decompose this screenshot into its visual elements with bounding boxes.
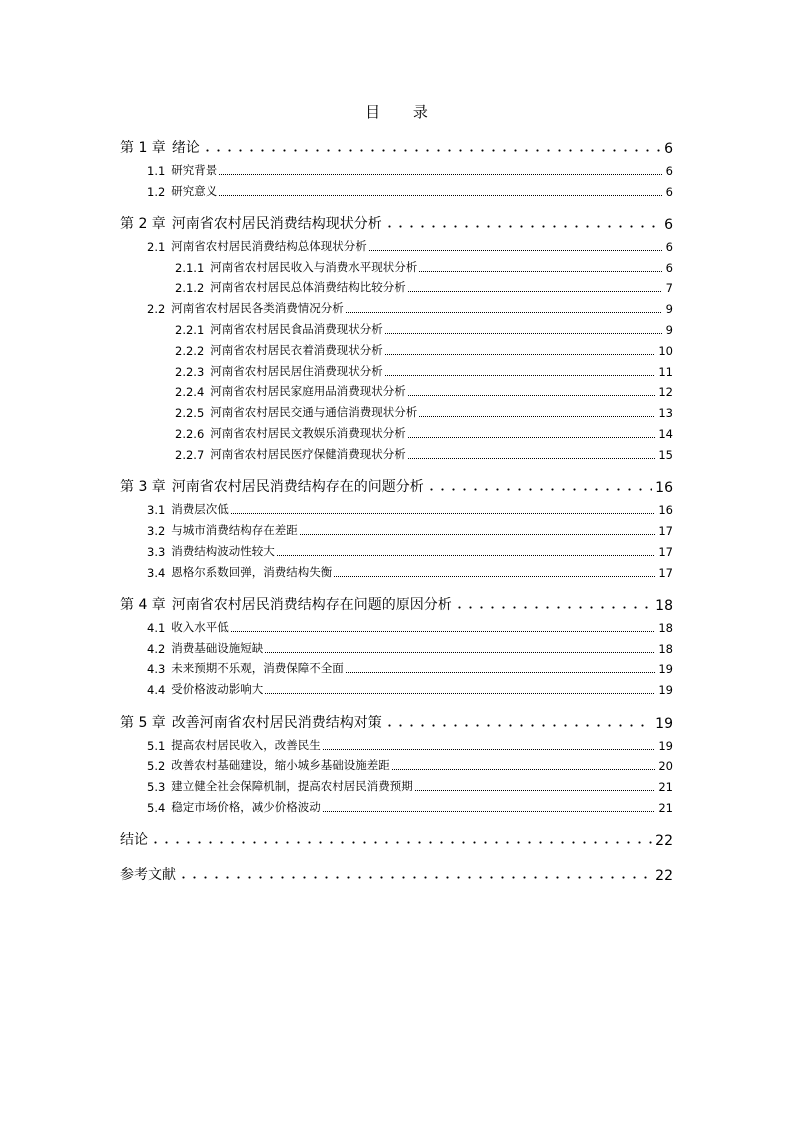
toc-entry-title: 研究意义 [171, 183, 218, 198]
toc-entry-number: 1.2 [147, 184, 166, 199]
toc-entry-page: 19 [658, 662, 673, 677]
toc-entry-page: 20 [658, 759, 673, 774]
toc-entry-page: 12 [658, 385, 673, 400]
toc-entry-page: 6 [665, 239, 673, 254]
toc-entry[interactable] [120, 420, 673, 441]
toc-entry-title: 河南省农村居民衣着消费现状分析 [210, 342, 383, 357]
dot-leader [231, 631, 656, 632]
toc-entry-page: 6 [665, 184, 673, 199]
toc-entry-page: 6 [664, 217, 673, 234]
table-of-contents [120, 136, 673, 884]
toc-entry-page: 9 [665, 302, 673, 317]
toc-entry-number: 2.2.4 [175, 385, 205, 400]
toc-entry[interactable] [120, 614, 673, 635]
dot-leader [408, 437, 656, 438]
toc-entry-page: 18 [655, 598, 673, 615]
toc-entry-page: 13 [658, 406, 673, 421]
toc-entry-page: 11 [658, 364, 673, 379]
toc-entry[interactable] [120, 732, 673, 753]
dot-leader [346, 312, 662, 313]
toc-entry[interactable] [120, 212, 673, 233]
dot-leader [334, 576, 655, 577]
toc-entry-title: 改善农村基础建设，缩小城乡基础设施差距 [171, 758, 390, 773]
dot-leader [323, 811, 656, 812]
toc-entry[interactable] [120, 711, 673, 732]
toc-entry[interactable] [120, 275, 673, 296]
toc-entry-number: 5.1 [147, 738, 166, 753]
toc-entry-page: 21 [658, 780, 673, 795]
toc-entry-page: 9 [665, 323, 673, 338]
toc-entry[interactable] [120, 475, 673, 496]
dot-leader [323, 749, 656, 750]
toc-entry-number: 4.2 [147, 641, 166, 656]
toc-entry-title: 河南省农村居民消费结构总体现状分析 [171, 238, 367, 253]
toc-entry[interactable] [120, 559, 673, 580]
dot-leader [384, 724, 652, 727]
toc-entry-title: 收入水平低 [171, 619, 229, 634]
dot-leader [277, 555, 656, 556]
toc-entry[interactable] [120, 233, 673, 254]
toc-entry-title: 提高农村居民收入，改善民生 [171, 737, 321, 752]
toc-entry-title: 河南省农村居民食品消费现状分析 [210, 322, 383, 337]
toc-entry-number: 1.1 [147, 163, 166, 178]
toc-entry-title: 河南省农村居民消费结构存在的问题分析 [171, 479, 424, 496]
toc-entry[interactable] [120, 337, 673, 358]
toc-entry-number: 2.2.6 [175, 427, 205, 442]
toc-entry-title: 改善河南省农村居民消费结构对策 [171, 714, 382, 731]
toc-entry[interactable] [120, 656, 673, 677]
toc-entry-page: 6 [665, 163, 673, 178]
toc-entry-page: 21 [658, 800, 673, 815]
toc-entry-title: 河南省农村居民消费结构存在问题的原因分析 [171, 597, 452, 614]
dot-leader [408, 395, 656, 396]
dot-leader [346, 672, 656, 673]
toc-entry-page: 19 [658, 738, 673, 753]
toc-entry-number: 5.3 [147, 780, 166, 795]
toc-entry[interactable] [120, 794, 673, 815]
toc-entry[interactable] [120, 593, 673, 614]
dot-leader [150, 841, 652, 844]
toc-entry-page: 22 [655, 867, 673, 884]
toc-entry-title: 与城市消费结构存在差距 [171, 522, 298, 537]
toc-entry-title: 研究背景 [171, 162, 218, 177]
dot-leader [408, 291, 662, 292]
toc-entry[interactable] [120, 773, 673, 794]
toc-entry-page: 17 [658, 523, 673, 538]
toc-entry-title: 结论 [120, 832, 148, 849]
toc-entry-title: 建立健全社会保障机制，提高农村居民消费预期 [171, 779, 413, 794]
dot-leader [219, 174, 662, 175]
toc-entry[interactable] [120, 635, 673, 656]
toc-entry-title: 恩格尔系数回弹，消费结构失衡 [171, 564, 333, 579]
dot-leader [369, 250, 662, 251]
toc-entry-title: 河南省农村居民总体消费结构比较分析 [210, 280, 406, 295]
dot-leader [265, 652, 655, 653]
toc-entry-page: 19 [655, 715, 673, 732]
toc-entry-page: 10 [658, 343, 673, 358]
dot-leader [265, 693, 655, 694]
toc-entry-number: 2.2 [147, 302, 166, 317]
toc-entry[interactable] [120, 136, 673, 157]
dot-leader [415, 790, 656, 791]
toc-entry-number: 2.1.1 [175, 260, 205, 275]
toc-entry-number: 4.1 [147, 620, 166, 635]
toc-entry-title: 河南省农村居民医疗保健消费现状分析 [210, 446, 406, 461]
toc-entry-title: 受价格波动影响大 [171, 682, 264, 697]
dot-leader [419, 416, 655, 417]
dot-leader [300, 534, 656, 535]
toc-entry-title: 消费基础设施短缺 [171, 640, 264, 655]
toc-entry-page: 17 [658, 565, 673, 580]
toc-entry-page: 16 [658, 503, 673, 518]
toc-entry-number: 2.2.1 [175, 323, 205, 338]
toc-entry-number: 第 2 章 [120, 216, 166, 233]
toc-entry-number: 3.3 [147, 544, 166, 559]
toc-entry[interactable] [120, 399, 673, 420]
toc-entry[interactable] [120, 676, 673, 697]
toc-entry-page: 6 [664, 141, 673, 157]
toc-entry-page: 17 [658, 544, 673, 559]
toc-entry-number: 5.4 [147, 800, 166, 815]
dot-leader [202, 149, 661, 152]
dot-leader [392, 769, 656, 770]
toc-entry[interactable] [120, 496, 673, 517]
toc-entry-title: 河南省农村居民交通与通信消费现状分析 [210, 405, 418, 420]
toc-entry[interactable] [120, 295, 673, 316]
toc-entry-page: 22 [655, 833, 673, 850]
toc-entry-title: 消费结构波动性较大 [171, 543, 275, 558]
dot-leader [454, 606, 652, 609]
toc-entry-number: 第 3 章 [120, 479, 166, 496]
dot-leader [219, 195, 662, 196]
toc-entry-title: 河南省农村居民消费结构现状分析 [171, 216, 382, 233]
toc-entry-page: 7 [665, 281, 673, 296]
dot-leader [408, 458, 656, 459]
toc-entry-number: 2.2.2 [175, 343, 205, 358]
toc-entry-title: 河南省农村居民收入与消费水平现状分析 [210, 259, 418, 274]
toc-entry-page: 19 [658, 683, 673, 698]
toc-entry-number: 2.2.3 [175, 364, 205, 379]
toc-entry-title: 未来预期不乐观，消费保障不全面 [171, 661, 344, 676]
dot-leader [419, 271, 662, 272]
toc-entry[interactable] [120, 863, 673, 884]
toc-entry-title: 河南省农村居民各类消费情况分析 [171, 301, 344, 316]
toc-entry[interactable] [120, 379, 673, 400]
toc-entry-number: 3.1 [147, 503, 166, 518]
toc-entry-page: 14 [658, 427, 673, 442]
toc-entry[interactable] [120, 316, 673, 337]
toc-entry-number: 2.1.2 [175, 281, 205, 296]
toc-entry[interactable] [120, 517, 673, 538]
toc-entry[interactable] [120, 828, 673, 849]
toc-entry-number: 4.3 [147, 662, 166, 677]
toc-entry[interactable] [120, 254, 673, 275]
toc-entry-number: 2.1 [147, 239, 166, 254]
toc-entry-number: 2.2.7 [175, 447, 205, 462]
toc-entry-page: 15 [658, 447, 673, 462]
dot-leader [384, 225, 661, 228]
toc-entry[interactable] [120, 441, 673, 462]
toc-entry-number: 5.2 [147, 759, 166, 774]
toc-entry-title: 河南省农村居民文教娱乐消费现状分析 [210, 426, 406, 441]
dot-leader [385, 333, 662, 334]
dot-leader [426, 488, 652, 491]
dot-leader [231, 513, 656, 514]
toc-entry[interactable] [120, 753, 673, 774]
toc-entry-number: 第 5 章 [120, 714, 166, 731]
toc-entry-page: 18 [658, 641, 673, 656]
toc-entry-title: 参考文献 [120, 866, 176, 883]
dot-leader [385, 375, 656, 376]
toc-entry-title: 稳定市场价格，减少价格波动 [171, 799, 321, 814]
dot-leader [385, 354, 656, 355]
toc-entry-title: 河南省农村居民居住消费现状分析 [210, 363, 383, 378]
toc-entry-page: 18 [658, 620, 673, 635]
toc-entry[interactable] [120, 538, 673, 559]
toc-entry-number: 3.4 [147, 565, 166, 580]
toc-entry-number: 4.4 [147, 683, 166, 698]
toc-entry-page: 16 [655, 480, 673, 497]
toc-entry-number: 第 4 章 [120, 597, 166, 614]
toc-entry-title: 河南省农村居民家庭用品消费现状分析 [210, 384, 406, 399]
toc-entry-page: 6 [665, 260, 673, 275]
toc-entry-title: 消费层次低 [171, 502, 229, 517]
toc-entry[interactable] [120, 358, 673, 379]
toc-entry-number: 2.2.5 [175, 406, 205, 421]
toc-entry[interactable] [120, 178, 673, 199]
dot-leader [178, 876, 652, 879]
toc-entry-number: 第 1 章 [120, 140, 166, 156]
toc-entry[interactable] [120, 157, 673, 178]
toc-entry-number: 3.2 [147, 523, 166, 538]
toc-entry-title: 绪论 [171, 140, 200, 156]
toc-title: 目 录 [365, 103, 442, 121]
